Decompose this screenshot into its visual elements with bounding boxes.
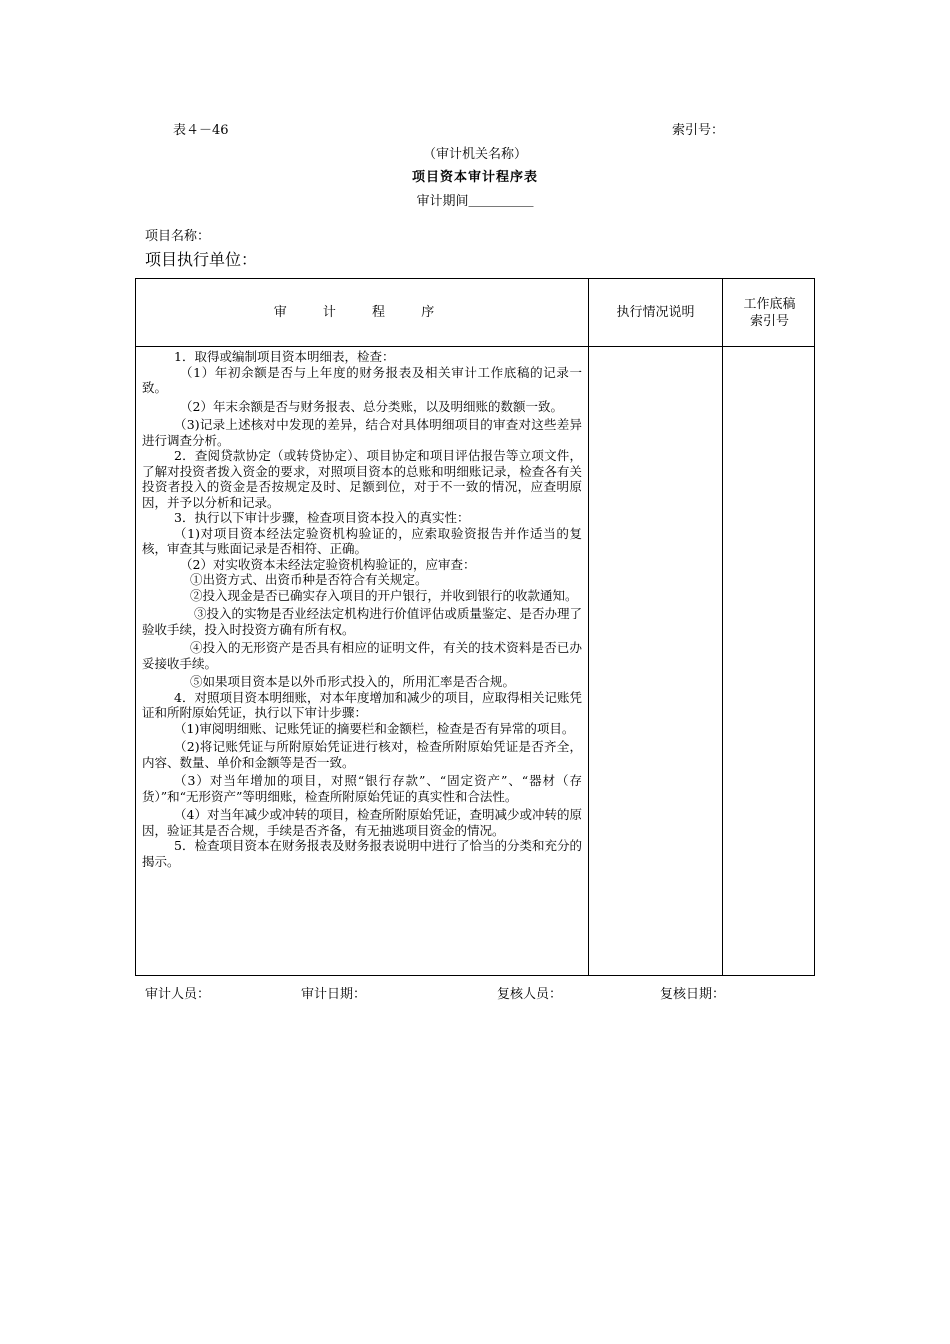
column-divider (588, 279, 589, 975)
procedure-list (142, 349, 582, 869)
column-divider (722, 279, 723, 975)
project-name-label: 项目名称： (145, 229, 211, 244)
procedure-item: 2．查阅贷款协定（或转贷协定）、项目协定和项目评估报告等立项文件，了解对投资者拨入资金的要求，对照项目资本的总账和明细账记录，检查各有关投资者投入的资金是否按规定及时、足额到位，对于不一致的情况，应查明原因，并予以分析和记录。 (142, 448, 582, 510)
procedure-item: ④投入的无形资产是否具有相应的证明文件，有关的技术资料是否已办妥接收手续。 (142, 640, 582, 671)
procedure-item: 3．执行以下审计步骤，检查项目资本投入的真实性： (174, 510, 470, 525)
procedure-item: （2)将记账凭证与所附原始凭证进行核对，检查所附原始凭证是否齐全，内容、数量、单价和金额等是否一致。 (142, 739, 582, 770)
execution-unit-label: 项目执行单位： (145, 250, 258, 269)
procedure-item: （4）对当年减少或冲转的项目，检查所附原始凭证，查明减少或冲转的原因，验证其是否合规，手续是否齐备，有无抽逃项目资金的情况。 (142, 807, 582, 838)
procedure-item: （2）年末余额是否与财务报表、总分类账，以及明细账的数额一致。 (180, 398, 563, 414)
procedure-item: 5．检查项目资本在财务报表及财务报表说明中进行了恰当的分类和充分的揭示。 (142, 838, 582, 869)
audit-period: 审计期间＿＿＿＿＿ (416, 194, 534, 209)
column-header-ref-line2: 索引号 (749, 313, 789, 329)
audit-date-label: 审计日期： (301, 987, 367, 1002)
form-number: 表４－46 (173, 123, 229, 138)
procedure-item: ⑤如果项目资本是以外币形式投入的，所用汇率是否合规。 (190, 674, 516, 689)
reviewer-label: 复核人员： (497, 987, 563, 1002)
procedure-item: 4．对照项目资本明细账，对本年度增加和减少的项目，应取得相关记账凭证和所附原始凭证，执行以下审计步骤： (142, 689, 582, 720)
column-header-workpaper-ref (723, 279, 816, 346)
procedure-item: （1)对项目资本经法定验资机构验证的，应索取验资报告并作适当的复核，审查其与账面记录是否相符、正确。 (142, 525, 582, 556)
auditor-label: 审计人员： (145, 987, 211, 1002)
procedure-item: （3）对当年增加的项目，对照“银行存款”、“固定资产”、“器材（存货）”和“无形资产”等明细账，检查所附原始凭证的真实性和合法性。 (142, 773, 582, 804)
column-header-ref-line1: 工作底稿 (743, 296, 796, 312)
header-divider (136, 346, 814, 347)
procedure-item: ②投入现金是否已确实存入项目的开户银行，并收到银行的收款通知。 (190, 587, 578, 603)
procedure-item: （1)审阅明细账、记账凭证的摘要栏和金额栏，检查是否有异常的项目。 (174, 720, 575, 736)
column-header-procedure: 审 计 程 序 (273, 305, 451, 320)
audit-org-name: （审计机关名称） (422, 147, 527, 162)
index-number-label: 索引号： (672, 123, 725, 138)
procedure-item: （2）对实收资本未经法定验资机构验证的，应审查： (180, 556, 476, 572)
procedure-item: ③投入的实物是否业经法定机构进行价值评估或质量鉴定、是否办理了验收手续，投入时投资方确有所有权。 (142, 606, 582, 637)
procedure-item: （1）年初余额是否与上年度的财务报表及相关审计工作底稿的记录一致。 (142, 364, 582, 395)
procedure-item: 1．取得或编制项目资本明细表，检查： (174, 349, 395, 364)
procedure-item: ①出资方式、出资币种是否符合有关规定。 (190, 572, 428, 587)
review-date-label: 复核日期： (660, 987, 726, 1002)
page-title: 项目资本审计程序表 (411, 170, 538, 185)
audit-procedure-table (135, 278, 815, 976)
column-header-execution: 执行情况说明 (616, 305, 695, 320)
procedure-item: （3)记录上述核对中发现的差异，结合对具体明细项目的审查对这些差异进行调查分析。 (142, 417, 582, 448)
